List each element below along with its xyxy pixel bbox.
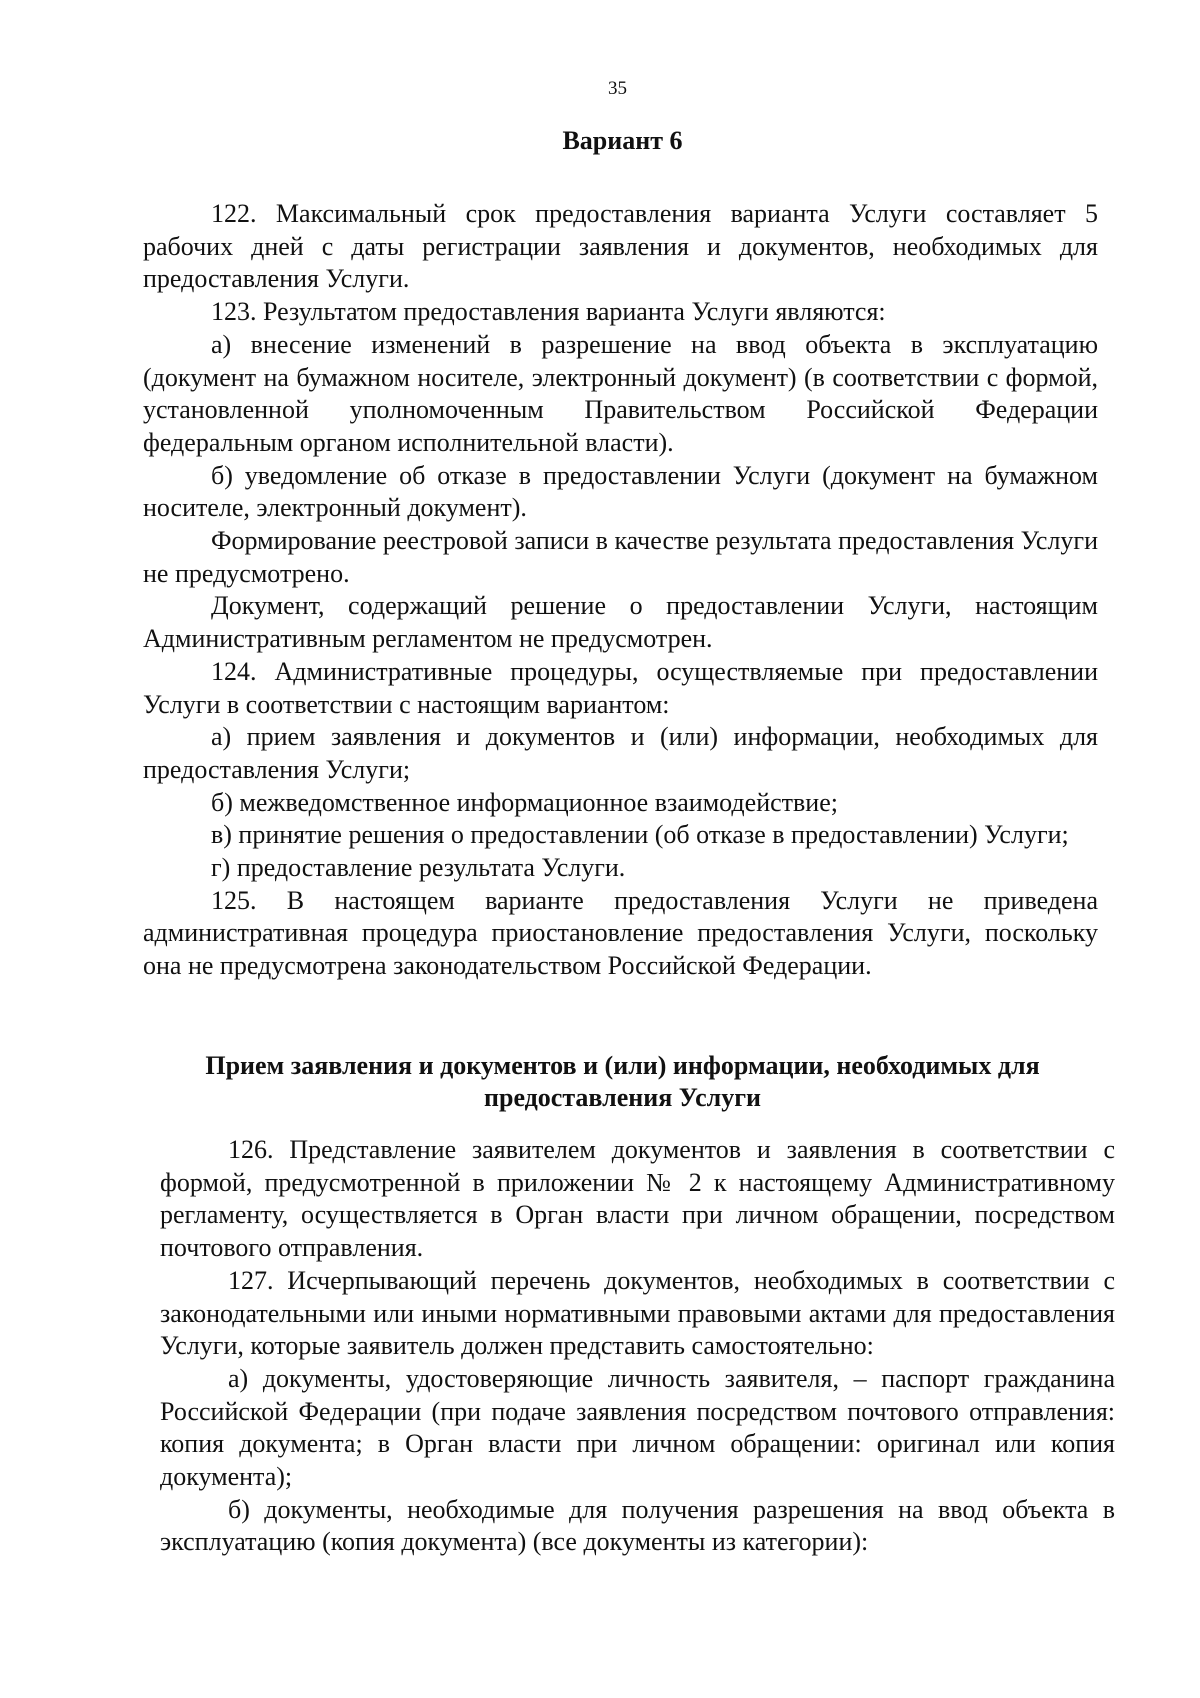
paragraph-decision-document: Документ, содержащий решение о предоставлении Услуги, настоящим Административным регламентом не предусмотрен. bbox=[143, 591, 1098, 654]
paragraph-124-a: а) прием заявления и документов и (или) информации, необходимых для предоставления Услуги; bbox=[143, 722, 1098, 784]
paragraph-124-v: в) принятие решения о предоставлении (об отказе в предоставлении) Услуги; bbox=[211, 820, 1069, 850]
section-heading-variant: Вариант 6 bbox=[562, 126, 683, 155]
paragraph-registry-record: Формирование реестровой записи в качестве результата предоставления Услуги не предусмотрено. bbox=[143, 526, 1098, 588]
paragraph-124-g: г) предоставление результата Услуги. bbox=[211, 853, 626, 883]
paragraph-126: 126. Представление заявителем документов и заявления в соответствии с формой, предусмотренной в приложении № 2 к настоящему Административному регламенту, осуществляется в Орган власти при личном обращении, посредством почтового отправления. bbox=[160, 1135, 1115, 1263]
section-1-body bbox=[143, 198, 1098, 983]
page-number: 35 bbox=[608, 78, 627, 99]
paragraph-127-a: а) документы, удостоверяющие личность заявителя, – паспорт гражданина Российской Федерации (при подаче заявления посредством почтового отправления: копия документа; в Орган власти при личном обращении: оригинал или копия документа); bbox=[160, 1363, 1115, 1492]
paragraph-125: 125. В настоящем варианте предоставления Услуги не приведена административная процедура приостановление предоставления Услуги, поскольку она не предусмотрена законодательством Российской Федерации. bbox=[143, 885, 1098, 981]
section-2-body bbox=[160, 1134, 1115, 1559]
paragraph-127-b: б) документы, необходимые для получения разрешения на ввод объекта в эксплуатацию (копия документа) (все документы из категории): bbox=[160, 1494, 1115, 1557]
paragraph-123-b: б) уведомление об отказе в предоставлении Услуги (документ на бумажном носителе, электронный документ). bbox=[143, 460, 1098, 523]
paragraph-127: 127. Исчерпывающий перечень документов, необходимых в соответствии с законодательными или иными нормативными правовыми актами для предоставления Услуги, которые заявитель должен представить самостоятельно: bbox=[160, 1265, 1115, 1361]
paragraph-124-b: б) межведомственное информационное взаимодействие; bbox=[211, 787, 838, 817]
paragraph-124: 124. Административные процедуры, осуществляемые при предоставлении Услуги в соответствии с настоящим вариантом: bbox=[143, 656, 1098, 719]
paragraph-123: 123. Результатом предоставления варианта Услуги являются: bbox=[211, 297, 886, 327]
section-heading-application: Прием заявления и документов и (или) информации, необходимых для предоставления Услуги bbox=[205, 1051, 1040, 1112]
paragraph-122: 122. Максимальный срок предоставления варианта Услуги составляет 5 рабочих дней с даты регистрации заявления и документов, необходимых для предоставления Услуги. bbox=[143, 199, 1098, 294]
paragraph-123-a: а) внесение изменений в разрешение на ввод объекта в эксплуатацию (документ на бумажном носителе, электронный документ) (в соответствии с формой, установленной уполномоченным Правительством Российской Федерации федеральным органом исполнительной власти). bbox=[143, 329, 1098, 457]
